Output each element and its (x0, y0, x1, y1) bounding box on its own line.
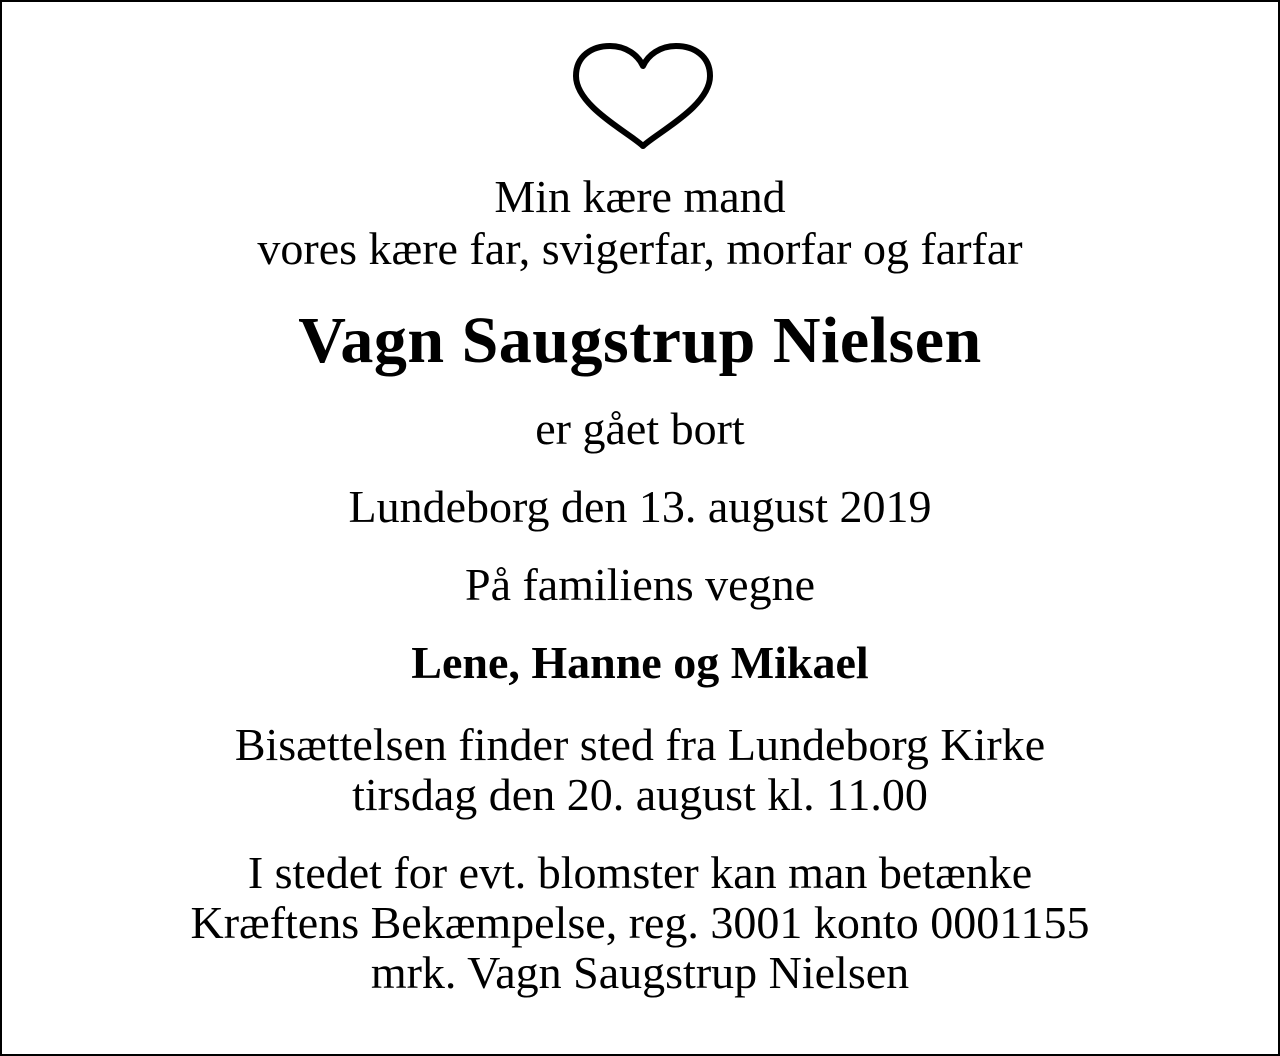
heart-outline-icon (568, 42, 718, 152)
signers: Lene, Hanne og Mikael (411, 637, 869, 688)
donation-line-1: I stedet for evt. blomster kan man betænke (247, 847, 1033, 898)
deceased-name: Vagn Saugstrup Nielsen (298, 304, 982, 377)
funeral-line-1: Bisættelsen finder sted fra Lundeborg Kirke (234, 719, 1046, 770)
donation-line-3: mrk. Vagn Saugstrup Nielsen (370, 947, 910, 998)
funeral-line-2: tirsdag den 20. august kl. 11.00 (352, 769, 928, 820)
on-behalf-text: På familiens vegne (464, 559, 815, 610)
intro-line-2: vores kære far, svigerfar, morfar og farfar (257, 223, 1023, 274)
intro-line-1: Min kære mand (494, 171, 786, 222)
place-date: Lundeborg den 13. august 2019 (348, 481, 932, 532)
donation-line-2: Kræftens Bekæmpelse, reg. 3001 konto 0001155 (190, 897, 1090, 948)
passed-away-text: er gået bort (535, 403, 745, 454)
